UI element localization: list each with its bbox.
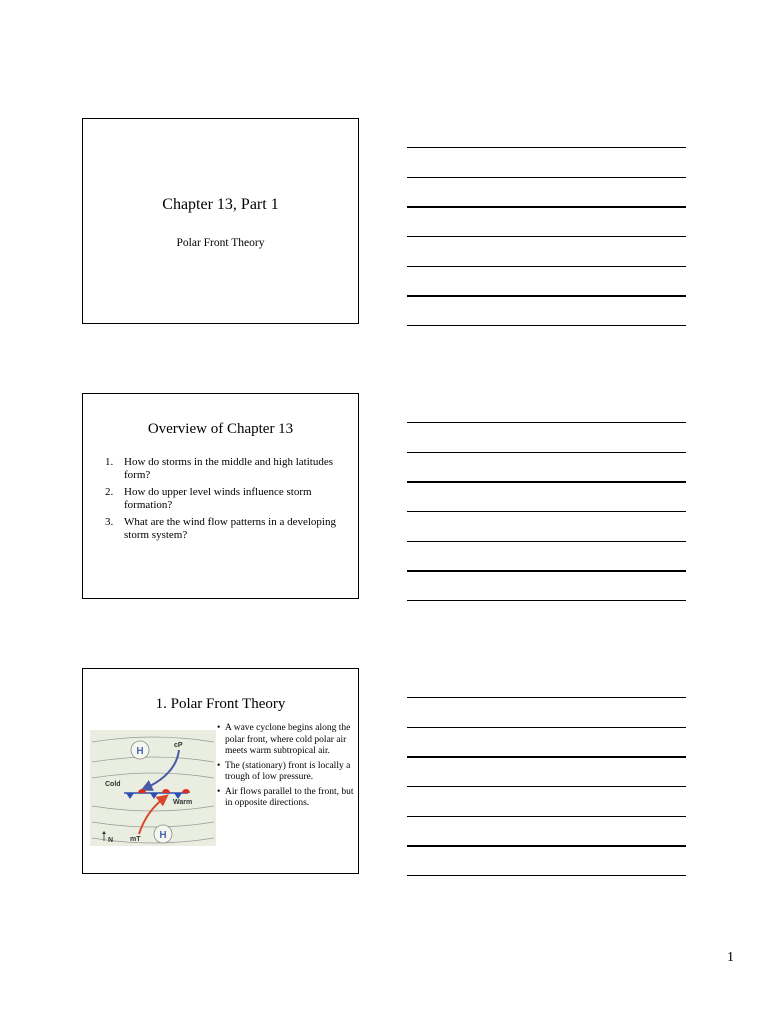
note-line bbox=[407, 727, 686, 728]
list-item-text: The (stationary) front is locally a trough of low pressure. bbox=[225, 760, 351, 782]
note-line bbox=[407, 570, 686, 572]
warm-label: Warm bbox=[173, 799, 193, 806]
list-item bbox=[217, 723, 357, 758]
isobar-lines bbox=[92, 737, 214, 843]
north-label: N bbox=[108, 837, 114, 844]
bullet-list bbox=[217, 723, 357, 813]
overview-list bbox=[105, 456, 345, 546]
list-item bbox=[105, 486, 345, 512]
list-item-text: What are the wind flow patterns in a developing storm system? bbox=[124, 516, 336, 541]
bullet-icon: • bbox=[217, 786, 221, 797]
note-line bbox=[407, 147, 686, 148]
slide-3-title: 1. Polar Front Theory bbox=[155, 696, 286, 712]
high-top-label: H bbox=[136, 746, 144, 757]
page-number: 1 bbox=[727, 950, 734, 965]
list-item bbox=[217, 787, 357, 810]
note-line bbox=[407, 422, 686, 423]
list-item bbox=[105, 456, 345, 482]
list-item-text: How do storms in the middle and high latitudes form? bbox=[124, 456, 333, 481]
list-item bbox=[105, 516, 345, 542]
bullet-icon: • bbox=[217, 723, 221, 733]
note-line bbox=[407, 177, 686, 178]
note-line bbox=[407, 325, 686, 326]
note-line bbox=[407, 511, 686, 512]
list-item-text: A wave cyclone begins along the polar front, where cold polar air meets warm subtropical air. bbox=[225, 723, 351, 756]
list-item bbox=[217, 761, 357, 784]
note-line bbox=[407, 236, 686, 237]
slide-1-title: Chapter 13, Part 1 bbox=[162, 196, 279, 213]
note-line bbox=[407, 266, 686, 267]
list-item-number: 3. bbox=[105, 516, 114, 528]
note-line bbox=[407, 452, 686, 453]
list-item-text: Air flows parallel to the front, but in opposite directions. bbox=[225, 786, 354, 808]
note-line bbox=[407, 786, 686, 787]
note-line bbox=[407, 816, 686, 817]
note-line bbox=[407, 845, 686, 847]
front-symbols bbox=[126, 789, 190, 799]
list-item-number: 2. bbox=[105, 486, 114, 498]
slide-1 bbox=[82, 118, 359, 324]
note-line bbox=[407, 697, 686, 698]
slide-3 bbox=[82, 668, 359, 874]
cold-air-arrow bbox=[146, 750, 179, 788]
note-line bbox=[407, 541, 686, 542]
note-line bbox=[407, 756, 686, 758]
note-line bbox=[407, 206, 686, 208]
bullet-icon: • bbox=[217, 760, 221, 771]
note-line bbox=[407, 875, 686, 876]
slide-2-title: Overview of Chapter 13 bbox=[147, 421, 294, 437]
polar-front-diagram bbox=[90, 730, 216, 846]
list-item-number: 1. bbox=[105, 456, 114, 468]
list-item-text: How do upper level winds influence storm formation? bbox=[124, 486, 312, 511]
note-line bbox=[407, 295, 686, 297]
note-line bbox=[407, 481, 686, 483]
mt-label: mT bbox=[130, 836, 141, 843]
note-line bbox=[407, 600, 686, 601]
cold-label: Cold bbox=[105, 781, 121, 788]
slide-2 bbox=[82, 393, 359, 599]
polar-front-diagram-svg bbox=[90, 730, 216, 846]
slide-1-subtitle: Polar Front Theory bbox=[176, 237, 265, 249]
high-bottom-label: H bbox=[159, 830, 167, 841]
cp-label: cP bbox=[174, 742, 183, 749]
